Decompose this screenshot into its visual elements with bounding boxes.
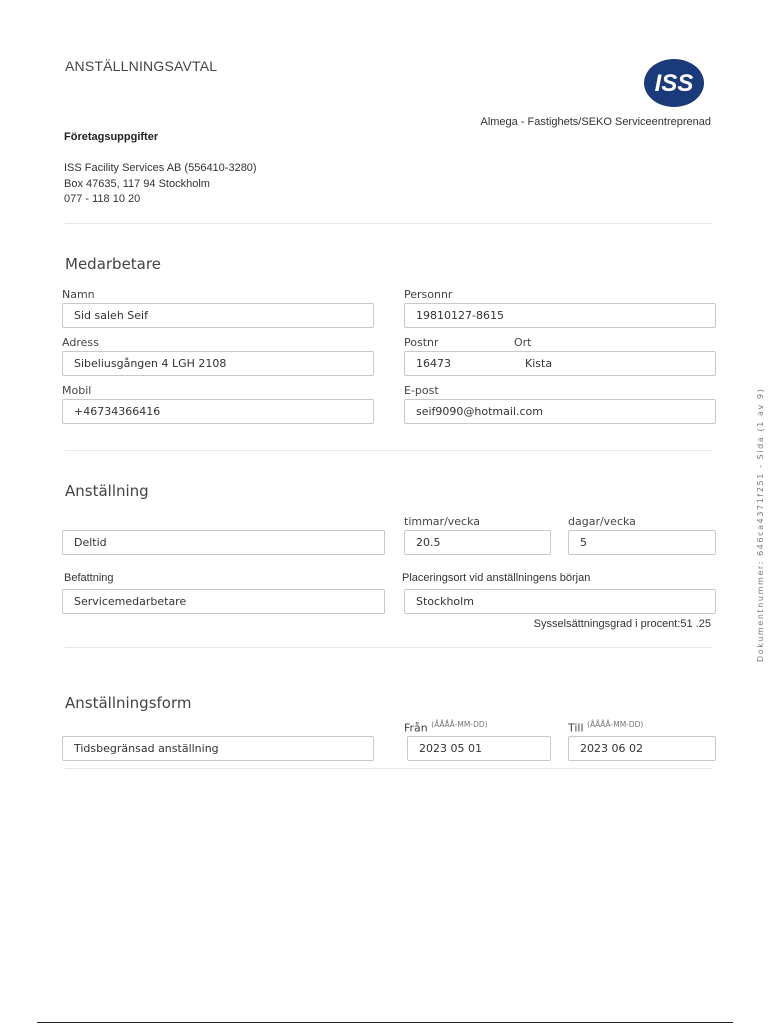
days-field[interactable]: 5: [568, 530, 716, 555]
company-name: ISS Facility Services AB (556410-3280): [64, 162, 257, 174]
mobile-label: Mobil: [62, 384, 92, 397]
collective-agreement: Almega - Fastighets/SEKO Serviceentreprenad: [480, 116, 711, 128]
to-label-text: Till: [568, 721, 584, 735]
ort-label: Ort: [514, 336, 532, 349]
position-field[interactable]: Servicemedarbetare: [62, 589, 385, 614]
employment-type-field[interactable]: Deltid: [62, 530, 385, 555]
employment-form-field[interactable]: Tidsbegränsad anställning: [62, 736, 374, 761]
bottom-rule: [37, 1022, 733, 1023]
email-label: E-post: [404, 384, 439, 397]
from-date-hint: (ÅÅÅÅ-MM-DD): [431, 720, 488, 729]
company-heading: Företagsuppgifter: [64, 131, 159, 143]
to-date-field[interactable]: 2023 06 02: [568, 736, 716, 761]
divider: [65, 223, 712, 224]
name-field[interactable]: Sid saleh Seif: [62, 303, 374, 328]
hours-field[interactable]: 20.5: [404, 530, 551, 555]
employment-degree: Sysselsättningsgrad i procent:51 .25: [533, 618, 711, 630]
email-field[interactable]: seif9090@hotmail.com: [404, 399, 716, 424]
document-title: ANSTÄLLNINGSAVTAL: [65, 58, 218, 74]
employment-form-heading: Anställningsform: [65, 694, 192, 712]
logo-text: ISS: [654, 70, 694, 97]
pnr-field[interactable]: 19810127-8615: [404, 303, 716, 328]
postnr-label: Postnr: [404, 336, 439, 349]
name-label: Namn: [62, 288, 95, 301]
pnr-label: Personnr: [404, 288, 453, 301]
address-field[interactable]: Sibeliusgången 4 LGH 2108: [62, 351, 374, 376]
employment-heading: Anställning: [65, 482, 149, 500]
location-field[interactable]: Stockholm: [404, 589, 716, 614]
location-label: Placeringsort vid anställningens början: [402, 572, 591, 584]
ort-field[interactable]: Kista: [514, 351, 716, 376]
company-phone: 077 - 118 10 20: [64, 193, 141, 205]
employee-heading: Medarbetare: [65, 255, 161, 273]
address-label: Adress: [62, 336, 99, 349]
divider: [65, 768, 712, 769]
postnr-field[interactable]: 16473: [404, 351, 515, 376]
divider: [65, 450, 712, 451]
to-date-hint: (ÅÅÅÅ-MM-DD): [587, 720, 644, 729]
from-date-field[interactable]: 2023 05 01: [407, 736, 551, 761]
position-label: Befattning: [64, 572, 114, 584]
to-label: [568, 720, 643, 735]
from-label-text: Från: [404, 721, 428, 735]
hours-label: timmar/vecka: [404, 515, 481, 528]
document-number: Dokumentnummer: 646ca4371f251 - Sida (1 av 9): [756, 387, 765, 662]
days-label: dagar/vecka: [568, 515, 636, 528]
company-address: Box 47635, 117 94 Stockholm: [64, 178, 210, 190]
mobile-field[interactable]: +46734366416: [62, 399, 374, 424]
from-label: [404, 720, 488, 735]
iss-logo: [643, 58, 705, 108]
divider: [65, 647, 712, 648]
